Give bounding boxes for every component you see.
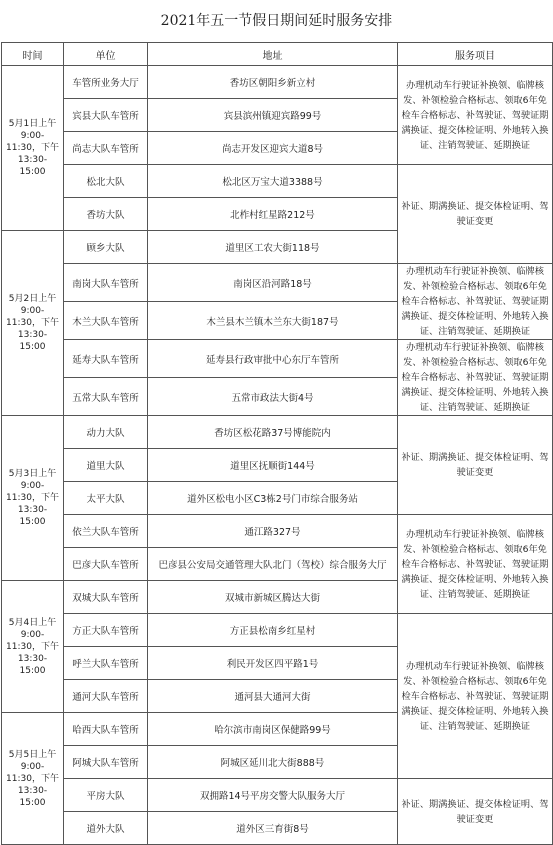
header-address: 地址: [148, 43, 398, 66]
address-cell: 五常市政法大街4号: [148, 378, 398, 416]
address-cell: 松北区万宝大道3388号: [148, 165, 398, 198]
date-cell: 5月5日上午9:00-11:30，下午13:30-15:00: [2, 713, 64, 845]
address-cell: 方正县松南乡红星村: [148, 614, 398, 647]
date-cell: 5月3日上午9:00-11:30，下午13:30-15:00: [2, 416, 64, 581]
service-cell: 办理机动车行驶证补换领、临牌核发、补领检验合格标志、领取6年免检车合格标志、补驾驶证、驾驶证期满换证、提交体检证明、外地转入换证、注销驾驶证、延期换证: [398, 340, 553, 416]
table-row: [2, 340, 553, 378]
table-row: [2, 416, 553, 449]
service-cell: 办理机动车行驶证补换领、临牌核发、补领检验合格标志、领取6年免检车合格标志、补驾驶证、驾驶证期满换证、提交体检证明、外地转入换证、注销驾驶证、延期换证: [398, 264, 553, 340]
service-cell: 补证、期满换证、提交体检证明、驾驶证变更: [398, 416, 553, 515]
unit-cell: 依兰大队车管所: [64, 515, 148, 548]
unit-cell: 车管所业务大厅: [64, 66, 148, 99]
unit-cell: 尚志大队车管所: [64, 132, 148, 165]
address-cell: 道里区工农大街118号: [148, 231, 398, 264]
table-row: [2, 66, 553, 99]
address-cell: 巴彦县公安局交通管理大队北门（驾校）综合服务大厅: [148, 548, 398, 581]
address-cell: 双拥路14号平房交警大队服务大厅: [148, 779, 398, 812]
address-cell: 道外区三育街8号: [148, 812, 398, 845]
unit-cell: 道外大队: [64, 812, 148, 845]
unit-cell: 方正大队车管所: [64, 614, 148, 647]
address-cell: 北柞村红星路212号: [148, 198, 398, 231]
unit-cell: 哈西大队车管所: [64, 713, 148, 746]
service-cell: 补证、期满换证、提交体检证明、驾驶证变更: [398, 165, 553, 264]
address-cell: 道外区松电小区C3栋2号门市综合服务站: [148, 482, 398, 515]
date-cell: 5月1日上午9:00-11:30，下午13:30-15:00: [2, 66, 64, 231]
address-cell: 南岗区沿河路18号: [148, 264, 398, 302]
service-cell: 补证、期满换证、提交体检证明、驾驶证变更: [398, 779, 553, 845]
unit-cell: 五常大队车管所: [64, 378, 148, 416]
header-time: 时间: [2, 43, 64, 66]
address-cell: 通江路327号: [148, 515, 398, 548]
unit-cell: 香坊大队: [64, 198, 148, 231]
unit-cell: 阿城大队车管所: [64, 746, 148, 779]
header-service: 服务项目: [398, 43, 553, 66]
unit-cell: 太平大队: [64, 482, 148, 515]
unit-cell: 宾县大队车管所: [64, 99, 148, 132]
page-title: 2021年五一节假日期间延时服务安排: [160, 13, 393, 29]
address-cell: 香坊区朝阳乡新立村: [148, 66, 398, 99]
address-cell: 阿城区延川北大街888号: [148, 746, 398, 779]
date-cell: 5月4日上午9:00-11:30，下午13:30-15:00: [2, 581, 64, 713]
unit-cell: 顾乡大队: [64, 231, 148, 264]
service-cell: 办理机动车行驶证补换领、临牌核发、补领检验合格标志、领取6年免检车合格标志、补驾驶证、驾驶证期满换证、提交体检证明、外地转入换证、注销驾驶证、延期换证: [398, 515, 553, 614]
table-header-row: [2, 43, 553, 66]
address-cell: 尚志开发区迎宾大道8号: [148, 132, 398, 165]
address-cell: 哈尔滨市南岗区保健路99号: [148, 713, 398, 746]
address-cell: 通河县大通河大街: [148, 680, 398, 713]
table-row: [2, 165, 553, 198]
table-row: [2, 264, 553, 302]
unit-cell: 双城大队车管所: [64, 581, 148, 614]
unit-cell: 道里大队: [64, 449, 148, 482]
schedule-table: [1, 42, 553, 845]
header-unit: 单位: [64, 43, 148, 66]
unit-cell: 松北大队: [64, 165, 148, 198]
unit-cell: 动力大队: [64, 416, 148, 449]
service-cell: 办理机动车行驶证补换领、临牌核发、补领检验合格标志、领取6年免检车合格标志、补驾驶证、驾驶证期满换证、提交体检证明、外地转入换证、注销驾驶证、延期换证: [398, 614, 553, 779]
unit-cell: 南岗大队车管所: [64, 264, 148, 302]
address-cell: 宾县滨州镇迎宾路99号: [148, 99, 398, 132]
unit-cell: 木兰大队车管所: [64, 302, 148, 340]
unit-cell: 呼兰大队车管所: [64, 647, 148, 680]
service-cell: 办理机动车行驶证补换领、临牌核发、补领检验合格标志、领取6年免检车合格标志、补驾驶证、驾驶证期满换证、提交体检证明、外地转入换证、注销驾驶证、延期换证: [398, 66, 553, 165]
address-cell: 利民开发区四平路1号: [148, 647, 398, 680]
address-cell: 道里区抚顺街144号: [148, 449, 398, 482]
date-cell: 5月2日上午9:00-11:30，下午13:30-15:00: [2, 231, 64, 416]
address-cell: 延寿县行政审批中心东厅车管所: [148, 340, 398, 378]
unit-cell: 通河大队车管所: [64, 680, 148, 713]
address-cell: 双城市新城区腾达大街: [148, 581, 398, 614]
unit-cell: 平房大队: [64, 779, 148, 812]
address-cell: 木兰县木兰镇木兰东大街187号: [148, 302, 398, 340]
table-row: [2, 779, 553, 812]
unit-cell: 延寿大队车管所: [64, 340, 148, 378]
address-cell: 香坊区松花路37号博能院内: [148, 416, 398, 449]
table-row: [2, 614, 553, 647]
table-row: [2, 515, 553, 548]
unit-cell: 巴彦大队车管所: [64, 548, 148, 581]
